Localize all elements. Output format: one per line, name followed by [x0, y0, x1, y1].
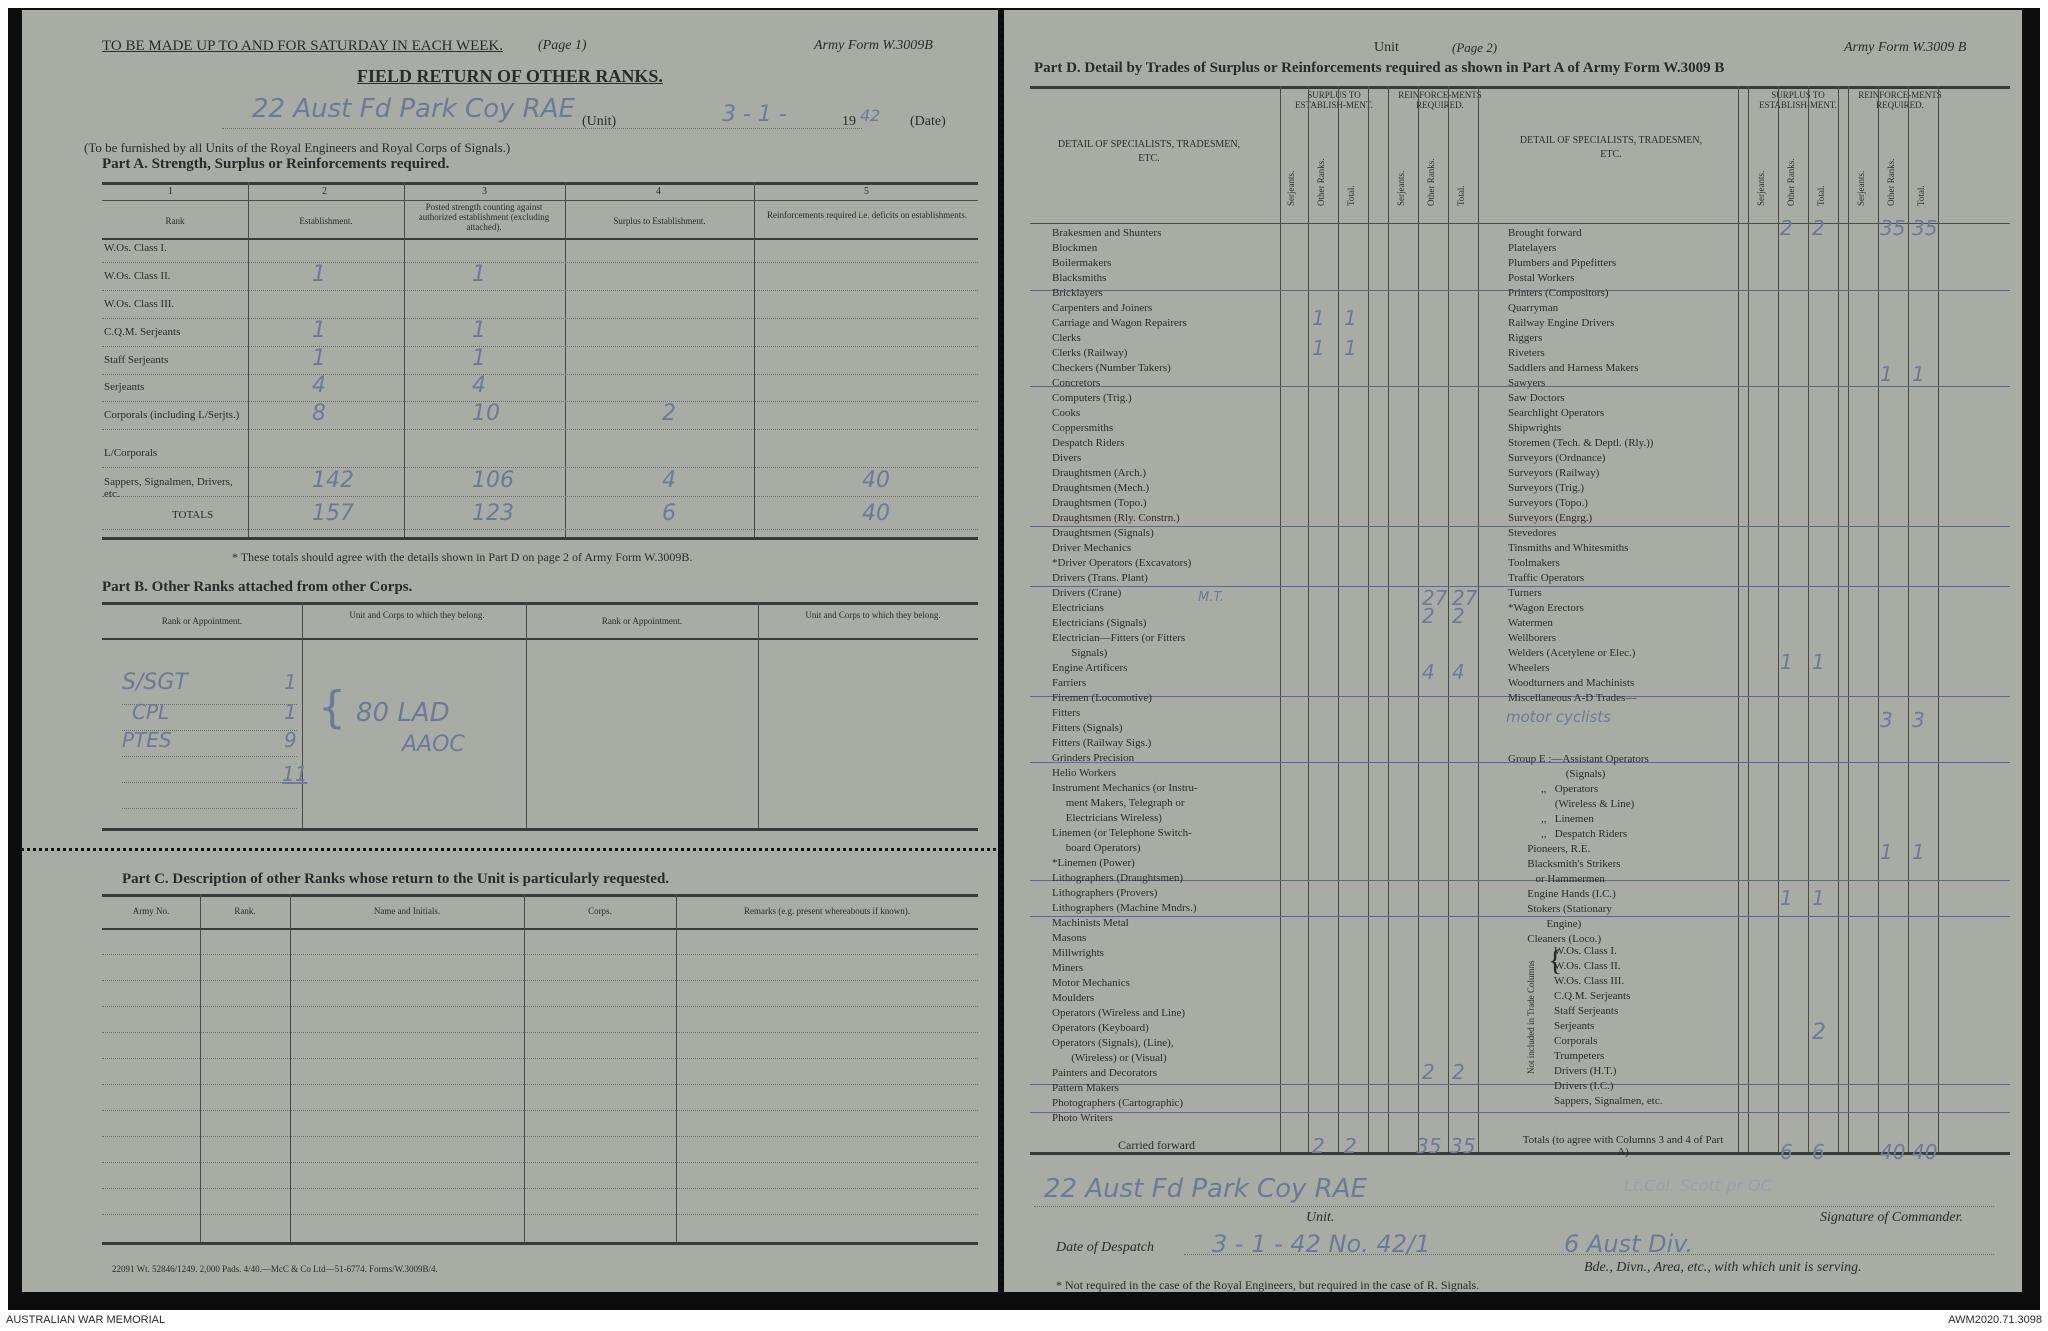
partD-value-drivers-crane: 27: [1422, 586, 1448, 610]
partA-rank-label: TOTALS: [172, 509, 214, 521]
row-rule: [102, 374, 978, 375]
row-rule: [102, 1214, 978, 1215]
partD-value-corporals: 2: [1812, 1020, 1826, 1045]
column-rule: [1478, 86, 1479, 1152]
misc-trade-handwritten: motor cyclists: [1506, 708, 1611, 726]
trades-list-left: Brakesmen and Shunters Blockmen Boilermakers Blacksmiths Bricklayers Carpenters and Joiners Carriage and Wagon Repairers Clerks Clerks (Railway) Checkers (Number Takers) Concretors Computers (Trig.) Cooks Coppersmiths Despatch Riders Divers Draughtsmen (Arch.) Draughtsmen (Mech.) Draughtsmen (Topo.) Draughtsmen (Rly. Constrn.) Draughtsmen (Signals) Driver Mechanics *Driver Operators (Excavators) Drivers (Trans. Plant) Drivers (Crane) Electricians Electricians (Signals) Electrician—Fitters (or Fitters Signals) Engine Artificers Farriers Firemen (Locomotive) Fitters Fitters (Signals) Fitters (Railway Sigs.) Grinders Precision Helio Workers Instrument Mechanics (or Instru- ment Makers, Telegraph or Electricians Wireless) Linemen (or Telephone Switch- board Operators) *Linemen (Power) Lithographers (Draughtsmen) Lithographers (Provers) Lithographers (Machine Mndrs.) Machinists Metal Masons Millwrights Miners Motor Mechanics Moulders Operators (Wireless and Line) Operators (Keyboard) Operators (Signals), (Line), (Wireless) or (Visual) Painters and Decorators Pattern Makers Photographers (Cartographic) Photo Writers: [1052, 227, 1198, 1124]
partD-value-carpenters: 1: [1344, 306, 1357, 330]
despatch-handwritten: 3 - 1 - 42 No. 42/1: [1212, 1230, 1431, 1258]
partA-value-est: 1: [312, 262, 326, 287]
partD-value-carried-fwd-reinf: 35: [1416, 1134, 1442, 1158]
partD-value-saddlers: 1: [1880, 362, 1893, 386]
row-rule: [102, 1032, 978, 1033]
unit-caption: Unit.: [1306, 1210, 1335, 1225]
partD-value-carried-fwd-reinf: 35: [1450, 1134, 1476, 1158]
row-rule: [102, 1006, 978, 1007]
partA-col-num-4: 4: [656, 186, 661, 197]
date-handwritten: 3 - 1 -: [722, 102, 787, 127]
subcolumn-label: Other Ranks.: [1316, 158, 1326, 206]
partA-value-surplus: 6: [662, 501, 676, 526]
partA-note: * These totals should agree with the details shown in Part D on page 2 of Army Form W.3009B.: [232, 550, 693, 564]
row-rule: [102, 1162, 978, 1163]
partA-col-num-1: 1: [168, 186, 173, 197]
partA-value-surplus: 4: [662, 468, 676, 493]
ranks-not-included-list: W.Os. Class I. W.Os. Class II. W.Os. Class III. C.Q.M. Serjeants Staff Serjeants Serjeants Corporals Trumpeters Drivers (H.T.) Drivers (I.C.) Sappers, Signalmen, etc.: [1554, 945, 1663, 1107]
partA-value-posted: 1: [472, 346, 486, 371]
partA-header-surplus: Surplus to Establishment.: [613, 216, 706, 226]
page-label: (Page 1): [538, 38, 587, 53]
partA-value-posted: 1: [472, 262, 486, 287]
partA-col-num-5: 5: [864, 186, 869, 197]
footnote: * Not required in the case of the Royal Engineers, but required in the case of R. Signals.: [1056, 1278, 1480, 1292]
archive-footer: [0, 1310, 2048, 1331]
partD-value-totals-surplus: 6: [1780, 1140, 1793, 1164]
row-rule: [102, 496, 978, 497]
despatch-label: Date of Despatch: [1056, 1240, 1154, 1255]
row-rule: [102, 467, 978, 468]
partD-value-linemen: 1: [1912, 840, 1925, 864]
row-rule: [102, 1058, 978, 1059]
column-rule: [1908, 86, 1909, 1152]
printer-imprint: 22091 Wt. 52846/1249. 2,000 Pads. 4/40.—McC & Co Ltd—51-6774. Forms/W.3009B/4.: [112, 1264, 438, 1274]
partB-unit-80lad: 80 LAD: [356, 698, 450, 728]
partB-header-unit1: Unit and Corps to which they belong.: [349, 610, 485, 620]
partA-rank-label: Staff Serjeants: [104, 354, 169, 366]
partD-value-linemen: 1: [1880, 840, 1893, 864]
column-rule: [1738, 86, 1739, 1152]
header-instruction: TO BE MADE UP TO AND FOR SATURDAY IN EACH WEEK.: [102, 38, 504, 54]
partD-value-carpenters: 1: [1312, 306, 1325, 330]
row-rule: [102, 529, 978, 530]
date-label: (Date): [910, 114, 946, 129]
subcolumn-label: Total.: [1346, 185, 1356, 206]
subcolumn-label: Other Ranks.: [1786, 158, 1796, 206]
column-rule: [1280, 86, 1281, 1152]
partC-header-remarks: Remarks (e.g. present whereabouts if known).: [744, 906, 910, 916]
partD-value-clerks: 1: [1344, 336, 1357, 360]
reinf-head-left: REINFORCE-MENTS REQUIRED.: [1398, 90, 1482, 110]
partD-value-electricians-signals: 2: [1422, 604, 1435, 628]
column-rule: [1848, 86, 1849, 1152]
partA-value-posted: 1: [472, 318, 486, 343]
partD-value-brought-fwd-surplus: 2: [1812, 216, 1825, 240]
partA-value-posted: 4: [472, 373, 486, 398]
partA-rank-label: W.Os. Class II.: [104, 270, 171, 282]
form-page-1: [22, 10, 998, 1292]
unit-signature-handwritten: 22 Aust Fd Park Coy RAE: [1044, 1174, 1367, 1204]
row-rule: [102, 1136, 978, 1137]
column-rule: [1878, 86, 1879, 1152]
year-prefix: 19: [842, 114, 856, 129]
partA-value-reinf: 40: [862, 468, 890, 493]
partB-rank-sgt: S/SGT: [122, 670, 188, 695]
partB-count-3: 9: [284, 728, 297, 752]
column-rule: [1808, 86, 1809, 1152]
subcolumn-label: Total.: [1816, 185, 1826, 206]
partA-rank-label: Serjeants: [104, 381, 145, 393]
column-rule: [1418, 86, 1419, 1152]
trades-list-right: Brought forward Platelayers Plumbers and Pipefitters Postal Workers Printers (Compositors) Quarryman Railway Engine Drivers Riggers Riveters Saddlers and Harness Makers Sawyers Saw Doctors Searchlight Operators Shipwrights Storemen (Tech. & Deptl. (Rly.)) Surveyors (Ordnance) Surveyors (Railway) Surveyors (Trig.) Surveyors (Topo.) Surveyors (Engrg.) Stevedores Tinsmiths and Whitesmiths Toolmakers Traffic Operators Turners *Wagon Erectors Watermen Wellborers Welders (Acetylene or Elec.) Wheelers Woodturners and Machinists Miscellaneous A-D Trades—: [1508, 227, 1654, 704]
partD-value-brought-fwd-reinf: 35: [1880, 216, 1906, 240]
partC-header-armyno: Army No.: [132, 906, 170, 916]
partB-total: 11: [282, 762, 308, 786]
partD-value-drivers-crane: 27: [1452, 586, 1478, 610]
partA-rank-label: W.Os. Class I.: [104, 242, 167, 254]
totals-label: Totals (to agree with Columns 3 and 4 of Part A): [1522, 1134, 1724, 1158]
partB-count-2: 1: [284, 700, 297, 724]
commander-signature-handwritten: Lt.Col. Scott pr OC: [1624, 1176, 1772, 1195]
group-e-list: Group E :—Assistant Operators (Signals) ,, Operators (Wireless & Line) ,, Linemen ,, Despatch Riders Pioneers, R.E. Blacksmith's Strikers or Hammermen Engine Hands (I.C.) Stokers (Stationary Engine) Cleaners (Loco.): [1508, 753, 1649, 945]
partD-value-engine-artificers: 4: [1452, 660, 1465, 684]
partD-value-carried-fwd-surplus: 2: [1344, 1134, 1357, 1158]
signature-caption: Signature of Commander.: [1820, 1210, 1963, 1225]
partC-header-name: Name and Initials.: [373, 906, 441, 916]
surplus-head-right: SURPLUS TO ESTABLISH-MENT.: [1759, 90, 1837, 110]
row-rule: [102, 262, 978, 263]
row-rule: [102, 429, 978, 430]
partD-value-totals-reinf: 40: [1912, 1140, 1938, 1164]
partB-rank-ptes: PTES: [122, 728, 172, 752]
subcolumn-label: Serjeants.: [1396, 170, 1406, 206]
crane-handwritten: M.T.: [1198, 590, 1224, 605]
subcolumn-label: Serjeants.: [1286, 170, 1296, 206]
partA-rank-label: Corporals (including L/Serjts.): [104, 409, 240, 421]
subcolumn-label: Other Ranks.: [1886, 158, 1896, 206]
carried-forward-label: Carried forward: [1118, 1138, 1195, 1152]
partD-value-totals-surplus: 6: [1812, 1140, 1825, 1164]
perforation-line: [22, 848, 998, 851]
right-page-label: (Page 2): [1452, 40, 1498, 55]
subcolumn-label: Serjeants.: [1856, 170, 1866, 206]
partD-value-welders: 1: [1812, 650, 1825, 674]
subcolumn-label: Total.: [1916, 185, 1926, 206]
not-included-label: Not included in Trade Columns: [1526, 960, 1536, 1074]
partA-value-posted: 123: [472, 501, 514, 526]
partD-value-misc: 3: [1912, 708, 1925, 732]
partD-group-head-right: DETAIL OF SPECIALISTS, TRADESMEN, ETC.: [1519, 135, 1703, 160]
partA-rank-label: L/Corporals: [104, 447, 158, 459]
partA-value-posted: 106: [472, 468, 514, 493]
partB-header-rank2: Rank or Appointment.: [601, 616, 683, 626]
column-rule: [1838, 86, 1839, 1152]
partD-value-brought-fwd-reinf: 35: [1912, 216, 1938, 240]
column-rule: [1778, 86, 1779, 1152]
subcolumn-label: Serjeants.: [1756, 170, 1766, 206]
row-rule: [102, 980, 978, 981]
partD-value-brought-fwd-surplus: 2: [1780, 216, 1793, 240]
partD-value-carried-fwd-surplus: 2: [1312, 1134, 1325, 1158]
partA-header-establishment: Establishment.: [299, 216, 353, 226]
subcolumn-label: Other Ranks.: [1426, 158, 1436, 206]
partB-count-1: 1: [284, 670, 297, 694]
row-rule: [102, 318, 978, 319]
column-rule: [1308, 86, 1309, 1152]
bde-caption: Bde., Divn., Area, etc., with which unit is serving.: [1584, 1260, 1862, 1275]
right-form-code: Army Form W.3009 B: [1844, 40, 1967, 55]
division-handwritten: 6 Aust Div.: [1564, 1230, 1694, 1258]
partB-unit-aaoc: AAOC: [402, 732, 465, 757]
partD-value-saddlers: 1: [1912, 362, 1925, 386]
column-rule: [1388, 86, 1389, 1152]
row-rule: [102, 1084, 978, 1085]
partD-value-welders: 1: [1780, 650, 1793, 674]
partA-value-est: 157: [312, 501, 354, 526]
partD-value-engine-artificers: 4: [1422, 660, 1435, 684]
partD-value-totals-reinf: 40: [1880, 1140, 1906, 1164]
row-rule: [102, 346, 978, 347]
partC-header-corps: Corps.: [588, 906, 612, 916]
partA-value-est: 1: [312, 318, 326, 343]
partA-value-est: 4: [312, 373, 326, 398]
instruction-line: (To be furnished by all Units of the Royal Engineers and Royal Corps of Signals.): [84, 140, 511, 155]
partA-col-num-2: 2: [322, 186, 327, 197]
partA-value-est: 142: [312, 468, 354, 493]
row-rule: [102, 954, 978, 955]
partA-rank-label: W.Os. Class III.: [104, 298, 175, 310]
partD-group-head-left: DETAIL OF SPECIALISTS, TRADESMEN, ETC.: [1057, 139, 1241, 164]
column-rule: [1938, 86, 1939, 1152]
partD-value-clerks: 1: [1312, 336, 1325, 360]
rank-brace: {: [1548, 944, 1563, 977]
partA-value-est: 1: [312, 346, 326, 371]
partA-title: Part A. Strength, Surplus or Reinforcements required.: [102, 156, 450, 172]
column-rule: [1448, 86, 1449, 1152]
partB-title: Part B. Other Ranks attached from other Corps.: [102, 579, 413, 595]
column-rule: [1748, 86, 1749, 1152]
unit-handwritten: 22 Aust Fd Park Coy RAE: [252, 94, 575, 124]
partA-value-est: 8: [312, 401, 326, 426]
reinf-head-right: REINFORCE-MENTS REQUIRED.: [1858, 90, 1942, 110]
partC-header-rank: Rank.: [234, 906, 256, 916]
year-handwritten: 42: [860, 106, 881, 125]
subcolumn-label: Total.: [1456, 185, 1466, 206]
column-rule: [1338, 86, 1339, 1152]
right-unit-label: Unit: [1374, 40, 1399, 55]
partA-rank-label: Sappers, Signalmen, Drivers, etc.: [104, 476, 233, 500]
partD-value-painters: 2: [1422, 1060, 1435, 1084]
partB-rank-cpl: CPL: [132, 700, 170, 724]
partA-header-reinforcements: Reinforcements required i.e. deficits on establishments.: [767, 210, 967, 220]
unit-label: (Unit): [582, 114, 617, 129]
partD-value-painters: 2: [1452, 1060, 1465, 1084]
form-page-2: [1004, 10, 2022, 1292]
row-rule: [102, 1110, 978, 1111]
partA-value-posted: 10: [472, 401, 500, 426]
column-rule: [1368, 86, 1369, 1152]
archive-ref: AWM2020.71.3098: [1948, 1314, 2042, 1326]
row-rule: [102, 290, 978, 291]
partA-rank-label: C.Q.M. Serjeants: [104, 326, 181, 338]
page-title: FIELD RETURN OF OTHER RANKS.: [357, 66, 663, 86]
partD-value-electricians-signals: 2: [1452, 604, 1465, 628]
partA-header-rank: Rank: [165, 216, 185, 226]
partA-value-surplus: 2: [662, 401, 676, 426]
surplus-head-left: SURPLUS TO ESTABLISH-MENT.: [1295, 90, 1373, 110]
partD-value-misc: 3: [1880, 708, 1893, 732]
partB-header-rank1: Rank or Appointment.: [161, 616, 243, 626]
brace-mark: {: [318, 682, 346, 733]
page-perforation: [1000, 12, 1003, 1294]
partC-title: Part C. Description of other Ranks whose return to the Unit is particularly requested.: [122, 871, 670, 887]
partA-col-num-3: 3: [482, 186, 487, 197]
partD-title: Part D. Detail by Trades of Surplus or Reinforcements required as shown in Part A of Army Form W.3009 B: [1034, 60, 1725, 76]
archive-name: AUSTRALIAN WAR MEMORIAL: [6, 1314, 166, 1326]
row-rule: [102, 1188, 978, 1189]
partA-value-reinf: 40: [862, 501, 890, 526]
partB-header-unit2: Unit and Corps to which they belong.: [805, 610, 941, 620]
partD-value-engine-hands: 1: [1812, 886, 1825, 910]
form-code: Army Form W.3009B: [814, 38, 933, 53]
row-rule: [102, 401, 978, 402]
partA-header-posted: Posted strength counting against authorized establishment (excluding attached).: [418, 202, 550, 232]
partD-value-engine-hands: 1: [1780, 886, 1793, 910]
